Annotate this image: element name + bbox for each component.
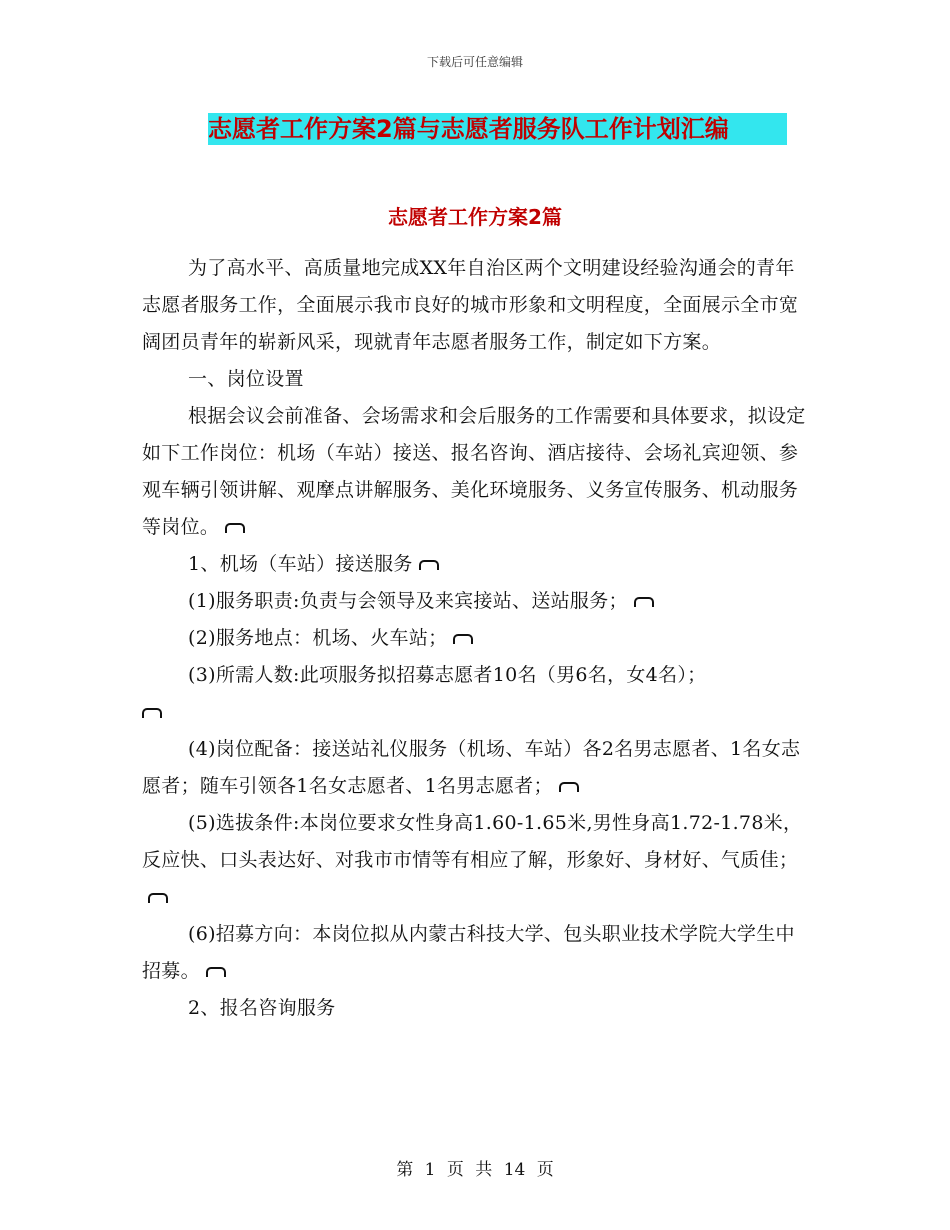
page-header-note: 下载后可任意编辑 <box>426 55 523 69</box>
item-allocation: (4)岗位配备：接送站礼仪服务（机场、车站）各2名男志愿者、1名女志愿者；随车引领各1名女志愿者、1名男志愿者； <box>142 738 801 797</box>
paragraph-mark-icon <box>206 967 226 977</box>
section-text: 根据会议会前准备、会场需求和会后服务的工作需要和具体要求，拟设定如下工作岗位：机场（车站）接送、报名咨询、酒店接待、会场礼宾迎领、参观车辆引领讲解、观摩点讲解服务、美化环境服务、义务宣传服务、机动服务等岗位。 <box>142 405 806 538</box>
paragraph-mark-icon <box>634 597 654 607</box>
document-title: 志愿者工作方案2篇与志愿者服务队工作计划汇编 <box>208 113 787 145</box>
page-footer: 第 1 页 共 14 页 <box>396 1160 554 1180</box>
item-source: (6)招募方向：本岗位拟从内蒙古科技大学、包头职业技术学院大学生中招募。 <box>142 923 795 982</box>
list-item <box>142 657 810 731</box>
paragraph-mark-icon <box>142 708 162 718</box>
list-item <box>142 583 810 620</box>
paragraph-mark-icon <box>148 893 168 903</box>
section-paragraph <box>142 398 810 546</box>
item-heading: 2、报名咨询服务 <box>188 997 336 1019</box>
document-body <box>142 250 810 1027</box>
document-subtitle: 志愿者工作方案2篇 <box>388 205 562 229</box>
paragraph-mark-icon <box>453 634 473 644</box>
item-duty: (1)服务职责:负责与会领导及来宾接站、送站服务； <box>188 590 628 612</box>
paragraph-mark-icon <box>225 523 245 533</box>
paragraph-mark-icon <box>419 560 439 570</box>
list-item <box>142 916 810 990</box>
list-item <box>142 620 810 657</box>
item-heading-text: 1、机场（车站）接送服务 <box>188 553 413 575</box>
list-item <box>142 805 810 916</box>
section-heading: 一、岗位设置 <box>188 368 304 390</box>
item-location: (2)服务地点：机场、火车站； <box>188 627 448 649</box>
list-item <box>142 731 810 805</box>
paragraph-mark-icon <box>559 782 579 792</box>
item-criteria: (5)选拔条件:本岗位要求女性身高1.60-1.65米,男性身高1.72-1.78米，反应快、口头表达好、对我市市情等有相应了解，形象好、身材好、气质佳； <box>142 812 803 871</box>
item-count: (3)所需人数:此项服务拟招募志愿者10名（男6名，女4名）； <box>188 664 707 686</box>
item-heading <box>142 546 810 583</box>
intro-paragraph: 为了高水平、高质量地完成XX年自治区两个文明建设经验沟通会的青年志愿者服务工作，全面展示我市良好的城市形象和文明程度，全面展示全市宽阔团员青年的崭新风采，现就青年志愿者服务工作，制定如下方案。 <box>142 257 799 353</box>
